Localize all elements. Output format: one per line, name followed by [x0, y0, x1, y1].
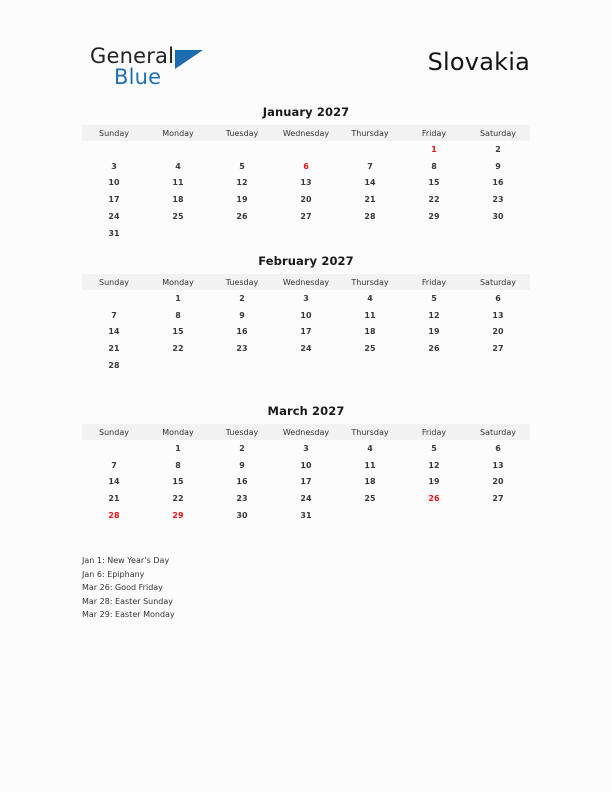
calendar-cell-day[interactable]: 17 — [300, 477, 312, 487]
weekday-header-thursday: Thursday — [338, 424, 402, 440]
calendar-cell-day[interactable]: 23 — [492, 195, 504, 205]
calendar-cell-empty — [466, 225, 530, 242]
calendar-body — [82, 290, 530, 374]
calendar-cell-day[interactable]: 20 — [492, 327, 504, 337]
calendar-cell-day[interactable]: 25 — [172, 212, 184, 222]
calendar-cell-day[interactable]: 3 — [303, 443, 309, 453]
page-title: Slovakia — [427, 48, 530, 76]
calendar-cell-empty — [402, 507, 466, 524]
calendar-cell-empty — [466, 507, 530, 524]
calendar-cell-empty — [210, 141, 274, 158]
calendar-cell-day[interactable]: 14 — [108, 477, 120, 487]
calendar-cell-empty — [82, 290, 146, 307]
calendar-cell-day[interactable]: 16 — [236, 327, 248, 337]
calendar-cell-day[interactable]: 13 — [492, 310, 504, 320]
calendar-cell-day[interactable]: 6 — [495, 293, 501, 303]
calendar-body — [82, 440, 530, 524]
weekday-header-friday: Friday — [402, 424, 466, 440]
weekday-header-wednesday: Wednesday — [274, 274, 338, 290]
month-title: March 2027 — [267, 404, 345, 418]
weekday-header-monday: Monday — [146, 125, 210, 141]
calendar-cell-day[interactable]: 1 — [175, 293, 181, 303]
weekday-header-tuesday: Tuesday — [210, 125, 274, 141]
holiday-note-item: Jan 6: Epiphany — [82, 569, 145, 579]
calendar-week-row — [82, 324, 530, 341]
calendar-cell-day[interactable]: 5 — [239, 161, 245, 171]
calendar-cell-empty — [338, 141, 402, 158]
weekday-header-monday: Monday — [146, 424, 210, 440]
weekday-header-row — [82, 424, 530, 440]
calendar-cell-day[interactable]: 4 — [175, 161, 181, 171]
weekday-header-saturday: Saturday — [466, 125, 530, 141]
weekday-header-friday: Friday — [402, 274, 466, 290]
month-title: February 2027 — [258, 254, 354, 268]
calendar-cell-day[interactable]: 8 — [431, 161, 437, 171]
calendar-cell-day[interactable]: 25 — [364, 344, 376, 354]
calendar-cell-empty — [82, 440, 146, 457]
weekday-header-tuesday: Tuesday — [210, 274, 274, 290]
calendar-cell-empty — [210, 225, 274, 242]
calendar-cell-day[interactable]: 1 — [175, 443, 181, 453]
calendar-cell-day[interactable]: 14 — [108, 327, 120, 337]
calendar-week-row — [82, 175, 530, 192]
calendar-cell-holiday[interactable]: 6 — [303, 161, 309, 171]
calendar-cell-day[interactable]: 4 — [367, 443, 373, 453]
month-block-february — [82, 254, 530, 374]
calendar-cell-day[interactable]: 10 — [300, 310, 312, 320]
calendar-body — [82, 141, 530, 242]
calendar-cell-empty — [402, 357, 466, 374]
calendar-cell-day[interactable]: 18 — [364, 477, 376, 487]
calendar-cell-empty — [146, 141, 210, 158]
calendar-cell-day[interactable]: 7 — [111, 460, 117, 470]
calendar-cell-day[interactable]: 31 — [300, 511, 312, 521]
calendar-week-row — [82, 474, 530, 491]
calendar-cell-day[interactable]: 22 — [172, 494, 184, 504]
calendar-cell-day[interactable]: 22 — [172, 344, 184, 354]
calendar-cell-day[interactable]: 27 — [300, 212, 312, 222]
month-block-march — [82, 404, 530, 524]
calendar-cell-day[interactable]: 2 — [239, 443, 245, 453]
calendar-cell-day[interactable]: 3 — [111, 161, 117, 171]
calendar-cell-empty — [338, 357, 402, 374]
calendar-cell-day[interactable]: 27 — [492, 344, 504, 354]
calendar-cell-day[interactable]: 18 — [172, 195, 184, 205]
calendar-week-row — [82, 225, 530, 242]
calendar-cell-day[interactable]: 8 — [175, 310, 181, 320]
calendar-cell-day[interactable]: 16 — [492, 178, 504, 188]
calendar-cell-day[interactable]: 6 — [495, 443, 501, 453]
weekday-header-saturday: Saturday — [466, 274, 530, 290]
calendar-cell-day[interactable]: 30 — [492, 212, 504, 222]
calendar-cell-day[interactable]: 5 — [431, 443, 437, 453]
calendar-cell-empty — [466, 357, 530, 374]
calendar-week-row — [82, 158, 530, 175]
calendar-cell-day[interactable]: 13 — [300, 178, 312, 188]
calendar-cell-holiday[interactable]: 26 — [428, 494, 440, 504]
weekday-header-monday: Monday — [146, 274, 210, 290]
weekday-header-wednesday: Wednesday — [274, 424, 338, 440]
calendar-cell-day[interactable]: 7 — [111, 310, 117, 320]
weekday-header-thursday: Thursday — [338, 125, 402, 141]
calendar-table — [82, 274, 530, 374]
calendar-cell-day[interactable]: 12 — [236, 178, 248, 188]
calendar-week-row — [82, 141, 530, 158]
calendar-cell-day[interactable]: 2 — [495, 144, 501, 154]
calendar-cell-day[interactable]: 9 — [239, 310, 245, 320]
calendar-cell-day[interactable]: 9 — [495, 161, 501, 171]
calendar-cell-empty — [338, 225, 402, 242]
calendar-cell-day[interactable]: 11 — [364, 460, 376, 470]
calendar-table — [82, 125, 530, 242]
calendar-cell-day[interactable]: 7 — [367, 161, 373, 171]
weekday-header-wednesday: Wednesday — [274, 125, 338, 141]
calendar-cell-empty — [82, 141, 146, 158]
calendar-cell-empty — [274, 141, 338, 158]
calendar-cell-day[interactable]: 21 — [108, 344, 120, 354]
calendar-week-row — [82, 490, 530, 507]
holiday-notes-list — [82, 554, 482, 622]
calendar-week-row — [82, 191, 530, 208]
calendar-cell-empty — [210, 357, 274, 374]
calendar-week-row — [82, 307, 530, 324]
calendar-cell-day[interactable]: 26 — [428, 344, 440, 354]
calendar-cell-day[interactable]: 24 — [300, 494, 312, 504]
calendar-cell-empty — [274, 357, 338, 374]
calendar-cell-day[interactable]: 22 — [428, 195, 440, 205]
calendar-cell-day[interactable]: 25 — [364, 494, 376, 504]
calendar-cell-day[interactable]: 17 — [300, 327, 312, 337]
calendar-cell-day[interactable]: 31 — [108, 228, 120, 238]
month-title: January 2027 — [262, 105, 350, 119]
weekday-header-sunday: Sunday — [82, 424, 146, 440]
calendar-cell-day[interactable]: 11 — [172, 178, 184, 188]
calendar-cell-holiday[interactable]: 1 — [431, 144, 437, 154]
holiday-note-item: Mar 29: Easter Monday — [82, 610, 175, 620]
calendar-cell-day[interactable]: 18 — [364, 327, 376, 337]
calendar-cell-day[interactable]: 26 — [236, 212, 248, 222]
calendar-cell-day[interactable]: 30 — [236, 511, 248, 521]
calendar-cell-day[interactable]: 21 — [108, 494, 120, 504]
calendar-cell-day[interactable]: 20 — [492, 477, 504, 487]
calendar-week-row — [82, 290, 530, 307]
calendar-week-row — [82, 440, 530, 457]
holiday-note-item: Jan 1: New Year’s Day — [82, 556, 170, 565]
calendar-cell-day[interactable]: 8 — [175, 460, 181, 470]
calendar-cell-day[interactable]: 28 — [108, 361, 120, 371]
calendar-cell-day[interactable]: 19 — [236, 195, 248, 205]
general-blue-logo — [90, 44, 290, 96]
calendar-cell-empty — [274, 225, 338, 242]
calendar-cell-day[interactable]: 10 — [108, 178, 120, 188]
page-header — [82, 40, 530, 98]
calendar-cell-day[interactable]: 23 — [236, 494, 248, 504]
calendar-cell-day[interactable]: 13 — [492, 460, 504, 470]
calendar-cell-empty — [338, 507, 402, 524]
calendar-cell-day[interactable]: 11 — [364, 310, 376, 320]
calendar-week-row — [82, 457, 530, 474]
logo-text-blue: Blue — [114, 65, 162, 89]
calendar-cell-empty — [146, 225, 210, 242]
weekday-header-tuesday: Tuesday — [210, 424, 274, 440]
logo-text-general: General — [90, 44, 175, 68]
calendar-cell-empty — [146, 357, 210, 374]
calendar-cell-day[interactable]: 19 — [428, 327, 440, 337]
weekday-header-sunday: Sunday — [82, 125, 146, 141]
calendar-cell-day[interactable]: 24 — [300, 344, 312, 354]
calendar-table — [82, 424, 530, 524]
calendar-cell-day[interactable]: 17 — [108, 195, 120, 205]
calendar-cell-day[interactable]: 16 — [236, 477, 248, 487]
holiday-note-item: Mar 28: Easter Sunday — [82, 596, 174, 606]
weekday-header-row — [82, 274, 530, 290]
calendar-cell-day[interactable]: 23 — [236, 344, 248, 354]
calendar-cell-day[interactable]: 14 — [364, 178, 376, 188]
calendar-cell-day[interactable]: 9 — [239, 460, 245, 470]
calendar-cell-day[interactable]: 3 — [303, 293, 309, 303]
holiday-note-item: Mar 26: Good Friday — [82, 583, 163, 593]
calendar-cell-day[interactable]: 20 — [300, 195, 312, 205]
calendar-cell-empty — [402, 225, 466, 242]
weekday-header-sunday: Sunday — [82, 274, 146, 290]
calendar-cell-day[interactable]: 2 — [239, 293, 245, 303]
calendar-cell-day[interactable]: 15 — [172, 327, 184, 337]
month-block-january — [82, 105, 530, 242]
weekday-header-thursday: Thursday — [338, 274, 402, 290]
calendar-cell-day[interactable]: 15 — [172, 477, 184, 487]
calendar-week-row — [82, 357, 530, 374]
calendar-cell-day[interactable]: 15 — [428, 178, 440, 188]
calendar-cell-day[interactable]: 27 — [492, 494, 504, 504]
calendar-cell-day[interactable]: 19 — [428, 477, 440, 487]
calendar-cell-day[interactable]: 12 — [428, 310, 440, 320]
calendar-cell-holiday[interactable]: 29 — [172, 511, 184, 521]
calendar-cell-day[interactable]: 4 — [367, 293, 373, 303]
weekday-header-saturday: Saturday — [466, 424, 530, 440]
calendar-cell-day[interactable]: 21 — [364, 195, 376, 205]
calendar-week-row — [82, 507, 530, 524]
logo-triangle-icon — [175, 50, 203, 69]
calendar-cell-day[interactable]: 28 — [364, 212, 376, 222]
calendar-cell-day[interactable]: 29 — [428, 212, 440, 222]
calendar-cell-day[interactable]: 10 — [300, 460, 312, 470]
weekday-header-row — [82, 125, 530, 141]
calendar-week-row — [82, 340, 530, 357]
calendar-cell-holiday[interactable]: 28 — [108, 511, 120, 521]
calendar-cell-day[interactable]: 5 — [431, 293, 437, 303]
calendar-week-row — [82, 208, 530, 225]
weekday-header-friday: Friday — [402, 125, 466, 141]
calendar-cell-day[interactable]: 12 — [428, 460, 440, 470]
calendar-cell-day[interactable]: 24 — [108, 212, 120, 222]
